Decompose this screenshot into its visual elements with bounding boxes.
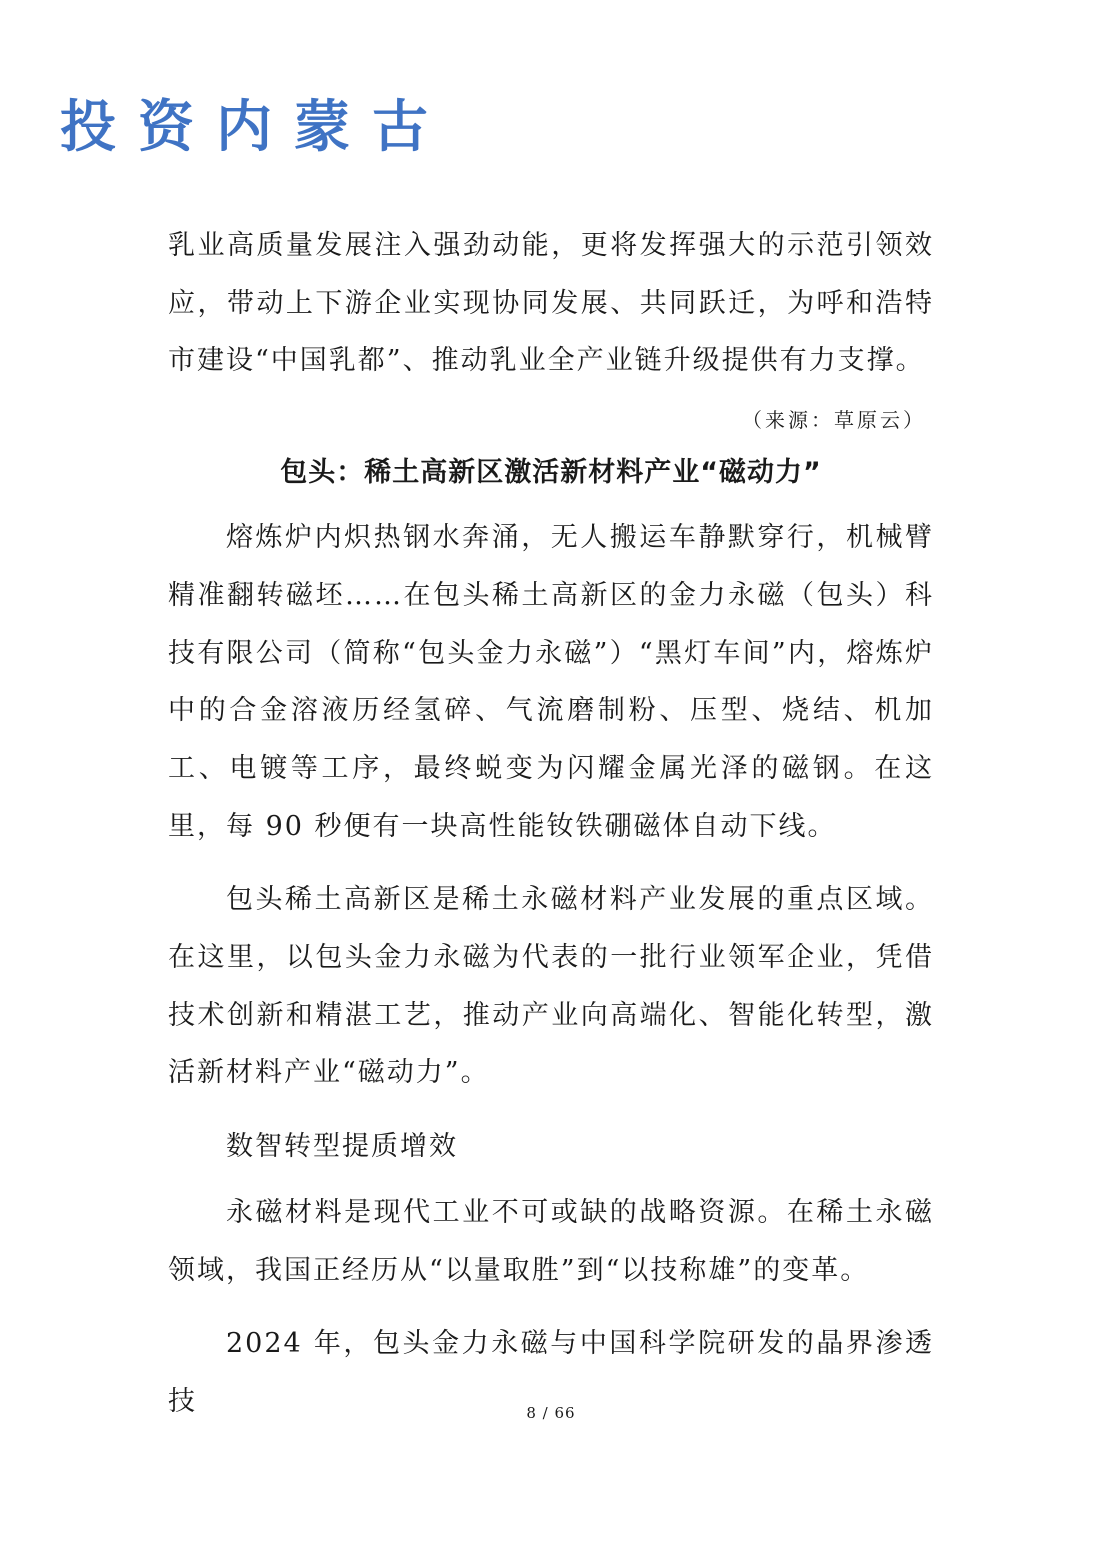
body-paragraph-1: 熔炼炉内炽热钢水奔涌，无人搬运车静默穿行，机械臂精准翻转磁坯……在包头稀土高新区的金力永磁（包头）科技有限公司（简称“包头金力永磁”）“黑灯车间”内，熔炼炉中的合金溶液历经氢碎、气流磨制粉、压型、烧结、机加工、电镀等工序，最终蜕变为闪耀金属光泽的磁钢。在这里，每 90 秒便有一块高性能钕铁硼磁体自动下线。	[168, 522, 934, 842]
subheading: 数智转型提质增效	[226, 1131, 458, 1163]
body-paragraph-2: 包头稀土高新区是稀土永磁材料产业发展的重点区域。在这里，以包头金力永磁为代表的一批行业领军企业，凭借技术创新和精湛工艺，推动产业向高端化、智能化转型，激活新材料产业“磁动力”。	[168, 884, 934, 1089]
article-body	[168, 217, 934, 1431]
body-paragraph-3: 永磁材料是现代工业不可或缺的战略资源。在稀土永磁领域，我国正经历从“以量取胜”到“以技称雄”的变革。	[168, 1196, 934, 1286]
page-number: 8 / 66	[526, 1404, 576, 1422]
body-paragraph-4: 2024 年，包头金力永磁与中国科学院研发的晶界渗透技	[168, 1328, 934, 1417]
source-credit: （来源：草原云）	[742, 408, 926, 433]
masthead-title: 投资内蒙古	[60, 94, 450, 160]
intro-paragraph: 乳业高质量发展注入强劲动能，更将发挥强大的示范引领效应，带动上下游企业实现协同发展、共同跃迁，为呼和浩特市建设“中国乳都”、推动乳业全产业链升级提供有力支撑。	[168, 230, 934, 377]
section-title: 包头：稀土高新区激活新材料产业“磁动力”	[280, 457, 822, 489]
